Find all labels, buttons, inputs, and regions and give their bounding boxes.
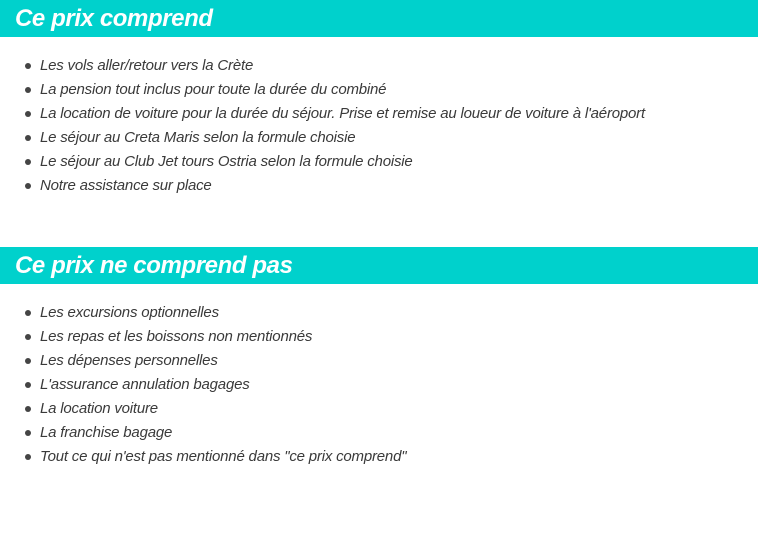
list-item-text: Tout ce qui n'est pas mentionné dans "ce prix comprend" [40,448,407,465]
list-item [25,54,758,78]
list-item [25,445,758,469]
bullet-icon [25,135,31,141]
bullet-icon [25,358,31,364]
list-item-text: La pension tout inclus pour toute la durée du combiné [40,81,387,98]
list-item [25,397,758,421]
list-item-text: Le séjour au Creta Maris selon la formule choisie [40,129,356,146]
bullet-icon [25,334,31,340]
list-item [25,421,758,445]
list-item [25,349,758,373]
list-item-text: L'assurance annulation bagages [40,376,250,393]
list-item [25,373,758,397]
bullet-icon [25,111,31,117]
list-item [25,78,758,102]
list-item-text: Notre assistance sur place [40,177,212,194]
bullet-icon [25,430,31,436]
bullet-icon [25,382,31,388]
list-item-text: La location de voiture pour la durée du séjour. Prise et remise au loueur de voiture à l'aéroport [40,105,645,122]
bullet-icon [25,63,31,69]
excluded-title: Ce prix ne comprend pas [15,251,293,279]
list-item-text: La location voiture [40,400,158,417]
bullet-icon [25,406,31,412]
bullet-icon [25,87,31,93]
included-section [0,0,758,198]
bullet-icon [25,183,31,189]
excluded-list [0,284,758,469]
list-item-text: Les excursions optionnelles [40,304,219,321]
list-item [25,325,758,349]
list-item [25,301,758,325]
included-header-band [0,0,758,37]
excluded-section [0,247,758,469]
bullet-icon [25,159,31,165]
list-item-text: Les repas et les boissons non mentionnés [40,328,313,345]
list-item-text: Les vols aller/retour vers la Crète [40,57,254,74]
included-list [0,37,758,198]
list-item-text: Le séjour au Club Jet tours Ostria selon la formule choisie [40,153,413,170]
list-item-text: Les dépenses personnelles [40,352,218,369]
excluded-header-band [0,247,758,284]
list-item [25,102,758,126]
list-item [25,174,758,198]
list-item-text: La franchise bagage [40,424,173,441]
list-item [25,150,758,174]
included-title: Ce prix comprend [15,4,213,32]
bullet-icon [25,454,31,460]
list-item [25,126,758,150]
bullet-icon [25,310,31,316]
